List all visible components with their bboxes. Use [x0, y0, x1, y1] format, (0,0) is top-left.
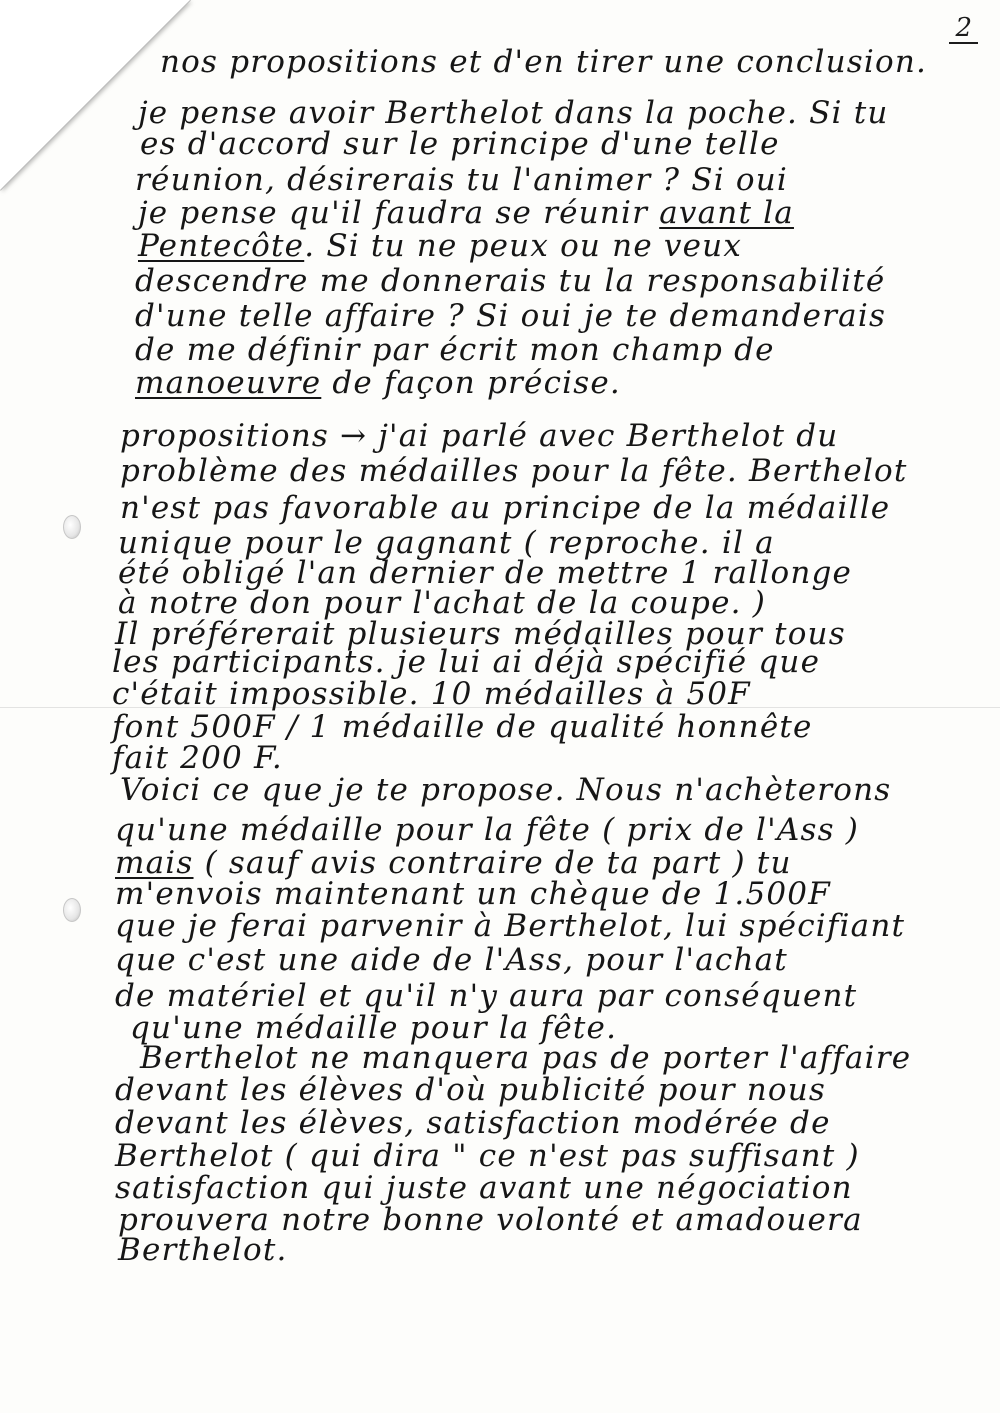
underlined-text: Pentecôte	[138, 228, 305, 264]
handwritten-line: devant les élèves d'où publicité pour nous	[115, 1072, 827, 1108]
handwritten-line: m'envois maintenant un chèque de 1.500F	[115, 876, 831, 912]
handwritten-line: fait 200 F.	[112, 740, 283, 776]
handwritten-line: je pense avoir Berthelot dans la poche. Si tu	[138, 95, 889, 131]
handwritten-line: font 500F / 1 médaille de qualité honnête	[112, 709, 813, 745]
handwritten-line: de matériel et qu'il n'y aura par conséquent	[115, 978, 858, 1014]
handwritten-line: Pentecôte. Si tu ne peux ou ne veux	[138, 228, 743, 264]
handwritten-line: n'est pas favorable au principe de la médaille	[120, 490, 891, 526]
handwritten-line: unique pour le gagnant ( reproche. il a	[118, 525, 775, 561]
punch-hole-lower	[63, 898, 81, 922]
handwritten-line: problème des médailles pour la fête. Berthelot	[120, 453, 908, 489]
handwritten-line: Voici ce que je te propose. Nous n'achèterons	[120, 772, 892, 808]
handwritten-line: Berthelot ( qui dira " ce n'est pas suffisant )	[115, 1138, 860, 1174]
handwritten-line: satisfaction qui juste avant une négociation	[115, 1170, 853, 1206]
handwritten-line: Berthelot.	[118, 1232, 288, 1268]
handwritten-line: que c'est une aide de l'Ass, pour l'achat	[115, 942, 788, 978]
handwritten-line: à notre don pour l'achat de la coupe. )	[118, 585, 767, 621]
underlined-text: avant la	[659, 195, 794, 231]
handwritten-line: propositions → j'ai parlé avec Berthelot du	[120, 418, 839, 454]
handwritten-line: devant les élèves, satisfaction modérée de	[115, 1105, 831, 1141]
handwritten-line: réunion, désirerais tu l'animer ? Si oui	[135, 162, 789, 198]
page-number: 2	[949, 14, 978, 44]
punch-hole-upper	[63, 515, 81, 539]
handwritten-line: c'était impossible. 10 médailles à 50F	[112, 676, 751, 712]
handwritten-line: Il préférerait plusieurs médailles pour tous	[115, 616, 846, 652]
handwritten-line: les participants. je lui ai déjà spécifié que	[112, 644, 821, 680]
handwritten-line: été obligé l'an dernier de mettre 1 rallonge	[118, 555, 853, 591]
handwritten-line: descendre me donnerais tu la responsabilité	[135, 263, 886, 299]
underlined-text: mais	[115, 845, 194, 881]
handwritten-line: qu'une médaille pour la fête ( prix de l'Ass )	[115, 812, 860, 848]
underlined-text: manoeuvre	[135, 365, 322, 401]
handwritten-line: mais ( sauf avis contraire de ta part ) tu	[115, 845, 792, 881]
handwritten-line: nos propositions et d'en tirer une conclusion.	[160, 44, 928, 80]
handwritten-line: de me définir par écrit mon champ de	[135, 332, 775, 368]
handwritten-line: prouvera notre bonne volonté et amadouera	[118, 1202, 863, 1238]
handwritten-line: qu'une médaille pour la fête.	[130, 1010, 618, 1046]
handwritten-line: que je ferai parvenir à Berthelot, lui spécifiant	[115, 908, 906, 944]
handwritten-line: es d'accord sur le principe d'une telle	[140, 126, 780, 162]
handwritten-line: Berthelot ne manquera pas de porter l'affaire	[140, 1040, 912, 1076]
handwritten-line: manoeuvre de façon précise.	[135, 365, 621, 401]
handwritten-line: je pense qu'il faudra se réunir avant la	[138, 195, 794, 231]
handwritten-line: d'une telle affaire ? Si oui je te demanderais	[135, 298, 887, 334]
